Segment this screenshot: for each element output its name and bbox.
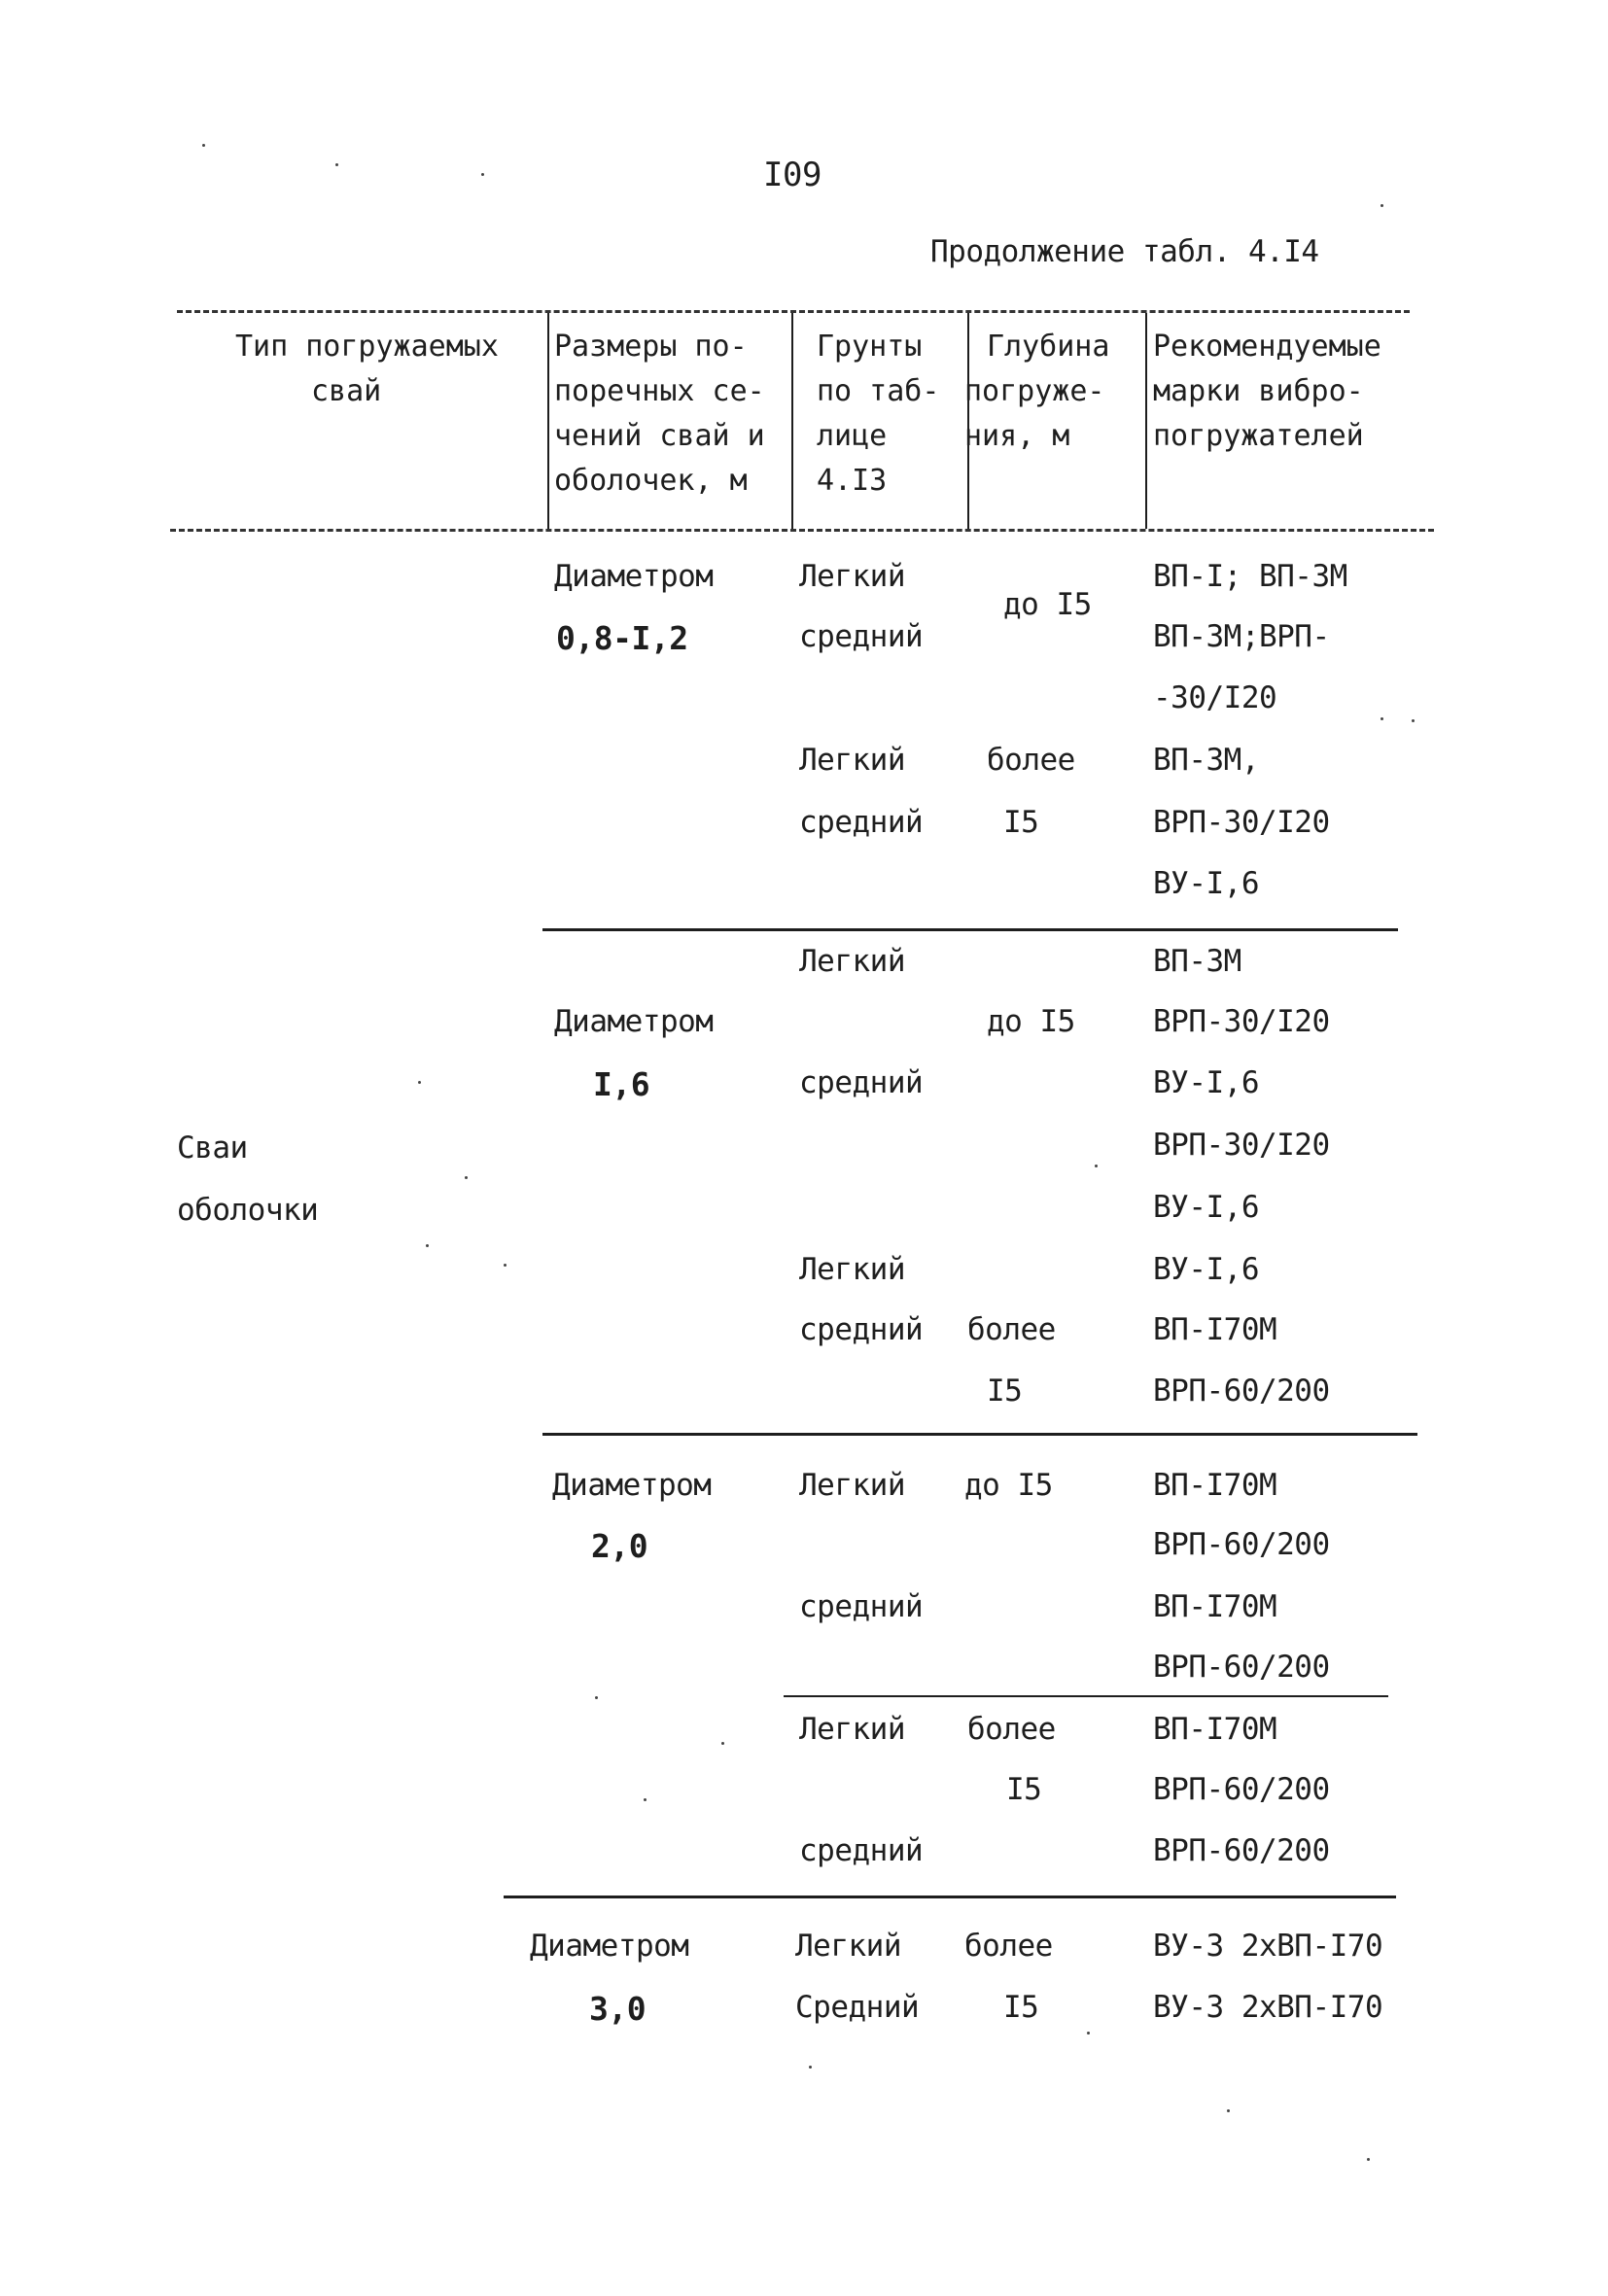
header-line: ния, м: [964, 419, 1070, 453]
size-value: I,6: [593, 1065, 650, 1103]
soil-cell: средний: [799, 1065, 924, 1100]
header-line: лице: [817, 419, 888, 453]
depth-cell: более: [964, 1929, 1053, 1964]
header-line: поречных се-: [554, 374, 765, 408]
header-line: марки вибро-: [1153, 374, 1364, 408]
depth-cell: I5: [1003, 1990, 1039, 2025]
brand-cell: ВРП-30/I20: [1153, 1004, 1330, 1039]
brand-cell: ВРП-60/200: [1153, 1650, 1330, 1685]
depth-cell: до I5: [987, 1004, 1075, 1039]
brand-cell: ВП-I; ВП-3М: [1153, 559, 1347, 594]
header-line: Размеры по-: [554, 330, 748, 364]
depth-cell: I5: [1003, 805, 1039, 840]
header-line: Глубина: [987, 330, 1110, 364]
brand-cell: ВП-3М,: [1153, 743, 1259, 778]
size-label: Диаметром: [554, 1004, 714, 1039]
group-separator: [504, 1896, 1396, 1898]
brand-cell: ВП-I70М: [1153, 1712, 1277, 1747]
soil-cell: Легкий: [795, 1929, 901, 1964]
soil-cell: Средний: [795, 1990, 920, 2025]
header-line: 4.I3: [817, 464, 888, 498]
brand-cell: ВУ-I,6: [1153, 1252, 1259, 1287]
header-line: оболочек, м: [554, 464, 748, 498]
depth-cell: до I5: [964, 1468, 1053, 1503]
soil-cell: средний: [799, 805, 924, 840]
soil-cell: Легкий: [799, 944, 905, 979]
header-line: свай: [311, 374, 382, 408]
soil-cell: Легкий: [799, 1468, 905, 1503]
soil-cell: средний: [799, 1589, 924, 1624]
table-top-rule: [177, 310, 1410, 313]
soil-cell: Легкий: [799, 743, 905, 778]
header-line: погруже-: [964, 374, 1105, 408]
brand-cell: ВП-I70М: [1153, 1468, 1277, 1503]
brand-cell: ВРП-60/200: [1153, 1772, 1330, 1807]
brand-cell: ВУ-3 2хВП-I70: [1153, 1929, 1383, 1964]
brand-cell: -30/I20: [1153, 680, 1277, 715]
header-line: Грунты: [817, 330, 923, 364]
size-value: 0,8-I,2: [556, 619, 688, 657]
depth-cell: более: [967, 1712, 1056, 1747]
header-bottom-rule: [170, 529, 1434, 532]
brand-cell: ВУ-I,6: [1153, 1065, 1259, 1100]
page-number: I09: [763, 156, 821, 194]
brand-cell: ВП-3М: [1153, 944, 1241, 979]
subgroup-separator: [784, 1695, 1388, 1697]
header-line: Тип погружаемых: [235, 330, 499, 364]
brand-cell: ВП-I70М: [1153, 1312, 1277, 1347]
header-divider-1: [547, 313, 549, 529]
soil-cell: средний: [799, 1312, 924, 1347]
group-separator: [542, 1433, 1417, 1436]
soil-cell: Легкий: [799, 1712, 905, 1747]
size-label: Диаметром: [554, 559, 714, 594]
depth-cell: I5: [1006, 1772, 1042, 1807]
brand-cell: ВРП-60/200: [1153, 1527, 1330, 1562]
size-value: 2,0: [591, 1527, 648, 1565]
soil-cell: средний: [799, 1833, 924, 1868]
brand-cell: ВУ-I,6: [1153, 866, 1259, 901]
soil-cell: Легкий: [799, 559, 905, 594]
brand-cell: ВРП-60/200: [1153, 1374, 1330, 1409]
brand-cell: ВРП-30/I20: [1153, 1128, 1330, 1163]
header-divider-2: [791, 313, 793, 529]
group-separator: [542, 928, 1398, 931]
header-line: по таб-: [817, 374, 940, 408]
size-label: Диаметром: [552, 1468, 712, 1503]
header-divider-4: [1145, 313, 1147, 529]
depth-cell: I5: [987, 1374, 1023, 1409]
brand-cell: ВРП-30/I20: [1153, 805, 1330, 840]
brand-cell: ВУ-3 2хВП-I70: [1153, 1990, 1383, 2025]
brand-cell: ВРП-60/200: [1153, 1833, 1330, 1868]
brand-cell: ВУ-I,6: [1153, 1190, 1259, 1225]
depth-cell: до I5: [1003, 587, 1092, 622]
size-value: 3,0: [589, 1990, 647, 2028]
pile-type-line: оболочки: [177, 1193, 319, 1228]
size-label: Диаметром: [530, 1929, 689, 1964]
depth-cell: более: [987, 743, 1075, 778]
soil-cell: средний: [799, 619, 924, 654]
brand-cell: ВП-I70М: [1153, 1589, 1277, 1624]
table-caption: Продолжение табл. 4.I4: [930, 234, 1319, 269]
header-line: погружателей: [1153, 419, 1364, 453]
header-line: Рекомендуемые: [1153, 330, 1381, 364]
soil-cell: Легкий: [799, 1252, 905, 1287]
header-line: чений свай и: [554, 419, 765, 453]
brand-cell: ВП-3М;ВРП-: [1153, 619, 1330, 654]
depth-cell: более: [967, 1312, 1056, 1347]
pile-type-line: Сваи: [177, 1131, 248, 1165]
